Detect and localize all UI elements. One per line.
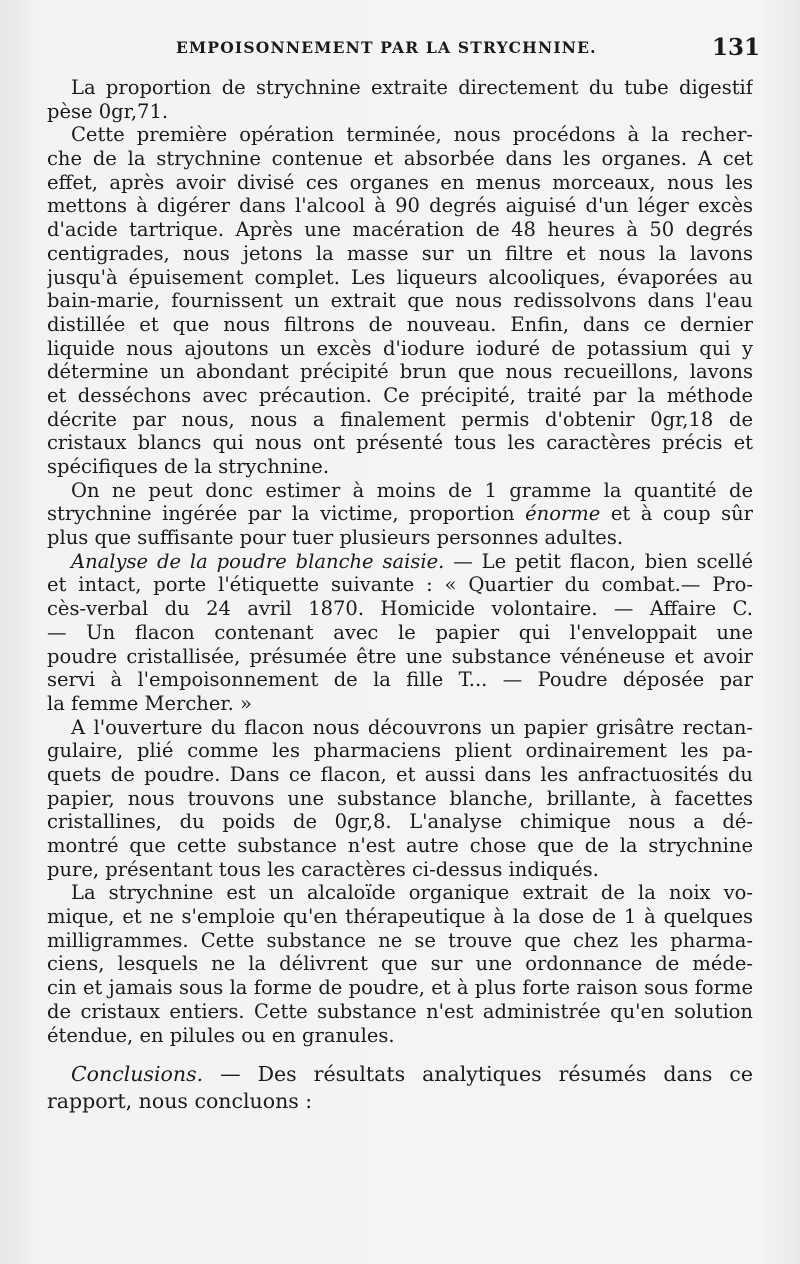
text-line xyxy=(47,550,753,574)
text-line: — Un flacon contenant avec le papier qui l'enveloppait une xyxy=(47,620,753,644)
text-line: pèse 0gr,71. xyxy=(47,99,169,123)
text-line: distillée et que nous filtrons de nouveau. Enfin, dans ce dernier xyxy=(47,312,753,336)
emphasis-text: énorme xyxy=(525,502,601,526)
page-header xyxy=(150,34,760,64)
text-line: cristallines, du poids de 0gr,8. L'analyse chimique nous a dé- xyxy=(47,810,753,834)
paragraph-gap xyxy=(47,1047,753,1061)
text-line: cin et jamais sous la forme de poudre, et à plus forte raison sous forme xyxy=(47,976,753,1000)
text-line: et desséchons avec précaution. Ce précipité, traité par la méthode xyxy=(47,383,753,407)
text-line: gulaire, plié comme les pharmaciens plient ordinairement les pa- xyxy=(47,739,753,763)
text-line: montré que cette substance n'est autre chose que de la strychnine xyxy=(47,834,753,857)
text-line: ciens, lesquels ne la délivrent que sur une ordonnance de méde- xyxy=(47,952,753,976)
text-line: bain-marie, fournissent un extrait que nous redissolvons dans l'eau xyxy=(47,289,753,313)
text-line: rapport, nous concluons : xyxy=(47,1089,313,1114)
text-line: pure, présentant tous les caractères ci-dessus indiqués. xyxy=(47,857,599,881)
page-number: 131 xyxy=(711,34,760,61)
text-line: servi à l'empoisonnement de la fille T... — Poudre déposée par xyxy=(47,668,753,692)
text-run: et à coup sûr xyxy=(600,502,753,526)
text-line: milligrammes. Cette substance ne se trouve que chez les pharma- xyxy=(47,928,753,952)
text-line: La proportion de strychnine extraite directement du tube digestif xyxy=(71,76,753,99)
text-line: mique, et ne s'emploie qu'en thérapeutique à la dose de 1 à quelques xyxy=(47,905,753,929)
text-line: liquide nous ajoutons un excès d'iodure ioduré de potassium qui y xyxy=(47,336,753,360)
text-line: plus que suffisante pour tuer plusieurs personnes adultes. xyxy=(47,526,624,550)
text-line: d'acide tartrique. Après une macération de 48 heures à 50 degrés xyxy=(47,218,753,242)
text-line: spécifiques de la strychnine. xyxy=(47,455,330,478)
section-heading: Analyse de la poudre blanche saisie. xyxy=(71,549,445,573)
text-line: A l'ouverture du flacon nous découvrons un papier grisâtre rectan- xyxy=(71,715,753,739)
body-text xyxy=(47,76,753,1115)
text-line: mettons à digérer dans l'alcool à 90 degrés aiguisé d'un léger excès xyxy=(47,194,753,218)
text-line: et intact, porte l'étiquette suivante : « Quartier du combat.— Pro- xyxy=(47,573,753,597)
text-line: effet, après avoir divisé ces organes en menus morceaux, nous les xyxy=(47,170,753,194)
text-line: étendue, en pilules ou en granules. xyxy=(47,1023,395,1047)
text-run: strychnine ingérée par la victime, proportion xyxy=(47,502,526,526)
text-line: Cette première opération terminée, nous procédons à la recher- xyxy=(71,123,753,147)
text-line: cès-verbal du 24 avril 1870. Homicide volontaire. — Affaire C. xyxy=(47,597,753,621)
text-line: che de la strychnine contenue et absorbée dans les organes. A cet xyxy=(47,147,753,171)
text-line: poudre cristallisée, présumée être une substance vénéneuse et avoir xyxy=(47,644,753,668)
text-line: cristaux blancs qui nous ont présenté tous les caractères précis et xyxy=(47,431,753,455)
running-head: EMPOISONNEMENT PAR LA STRYCHNINE. xyxy=(176,38,597,57)
text-line: La strychnine est un alcaloïde organique extrait de la noix vo- xyxy=(71,881,753,905)
text-line: On ne peut donc estimer à moins de 1 gramme la quantité de xyxy=(71,478,753,502)
text-line: centigrades, nous jetons la masse sur un filtre et nous la lavons xyxy=(47,241,753,265)
text-run: — Des résultats analytiques résumés dans ce xyxy=(220,1062,753,1087)
text-line: la femme Mercher. » xyxy=(47,691,252,715)
text-line: détermine un abondant précipité brun que nous recueillons, lavons xyxy=(47,360,753,384)
text-run: — Le petit flacon, bien scellé xyxy=(453,549,753,573)
section-heading: Conclusions. xyxy=(71,1062,204,1087)
text-line xyxy=(47,1061,753,1088)
text-line: de cristaux entiers. Cette substance n'est administrée qu'en solution xyxy=(47,999,753,1023)
text-line: papier, nous trouvons une substance blanche, brillante, à facettes xyxy=(47,786,753,810)
text-line: décrite par nous, nous a finalement permis d'obtenir 0gr,18 de xyxy=(47,407,753,431)
text-line xyxy=(47,502,753,526)
text-line: quets de poudre. Dans ce flacon, et aussi dans les anfractuosités du xyxy=(47,762,753,786)
text-line: jusqu'à épuisement complet. Les liqueurs alcooliques, évaporées au xyxy=(47,265,753,289)
